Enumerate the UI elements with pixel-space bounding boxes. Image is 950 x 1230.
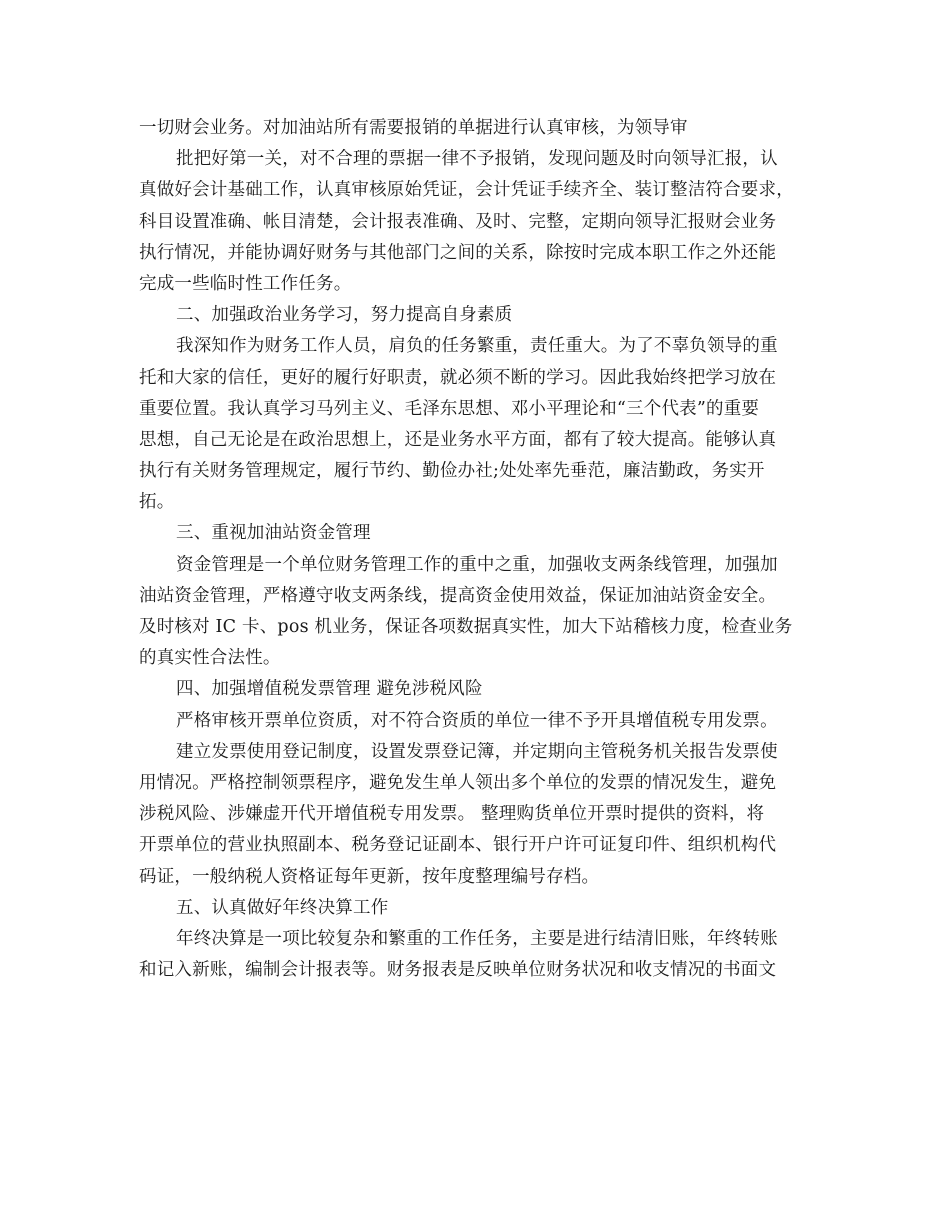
text-line: 用情况。严格控制领票程序，避免发生单人领出多个单位的发票的情况发生，避免 [139,772,777,793]
text-line: 二、加强政治业务学习，努力提高自身素质 [176,305,513,326]
text-line: 涉税风险、涉嫌虚开代开增值税专用发票。 整理购货单位开票时提供的资料，将 [139,804,765,825]
text-line: 批把好第一关，对不合理的票据一律不予报销，发现问题及时向领导汇报，认 [176,149,778,170]
text-line: 资金管理是一个单位财务管理工作的重中之重，加强收支两条线管理，加强加 [176,554,778,575]
text-line: 我深知作为财务工作人员，肩负的任务繁重，责任重大。为了不辜负领导的重 [176,336,778,357]
text-line: 完成一些临时性工作任务。 [139,273,352,294]
text-line: 开票单位的营业执照副本、税务登记证副本、银行开户许可证复印件、组织机构代 [139,835,777,856]
document-body [139,113,829,986]
text-line: 拓。 [139,492,175,513]
text-line: 重要位置。我认真学习马列主义、毛泽东思想、邓小平理论和“三个代表”的重要 [139,398,760,419]
text-line: 码证，一般纳税人资格证每年更新，按年度整理编号存档。 [139,866,600,887]
text-line: 及时核对 IC 卡、pos 机业务，保证各项数据真实性，加大下站稽核力度，检查业务 [139,617,793,637]
text-line: 执行有关财务管理规定，履行节约、勤俭办社;处处率先垂范，廉洁勤政，务实开 [139,461,765,482]
text-line: 油站资金管理，严格遵守收支两条线，提高资金使用效益，保证加油站资金安全。 [139,585,777,606]
text-line: 建立发票使用登记制度，设置发票登记簿，并定期向主管税务机关报告发票使 [176,741,778,762]
text-line: 真做好会计基础工作，认真审核原始凭证，会计凭证手续齐全、装订整洁符合要求， [139,180,794,201]
text-line: 和记入新账，编制会计报表等。财务报表是反映单位财务状况和收支情况的书面文 [139,960,777,981]
text-line: 五、认真做好年终决算工作 [176,897,389,918]
text-line: 四、加强增值税发票管理 避免涉税风险 [176,679,483,700]
text-line: 科目设置准确、帐目清楚，会计报表准确、及时、完整，定期向领导汇报财会业务 [139,211,777,232]
text-line: 一切财会业务。对加油站所有需要报销的单据进行认真审核，为领导审 [139,118,688,138]
text-line: 年终决算是一项比较复杂和繁重的工作任务，主要是进行结清旧账，年终转账 [176,928,778,949]
text-line: 严格审核开票单位资质，对不符合资质的单位一律不予开具增值税专用发票。 [176,710,778,731]
text-line: 三、重视加油站资金管理 [176,523,371,544]
text-line: 思想，自己无论是在政治思想上，还是业务水平方面，都有了较大提高。能够认真 [139,429,777,450]
text-line: 的真实性合法性。 [139,648,281,669]
text-line: 托和大家的信任，更好的履行好职责，就必须不断的学习。因此我始终把学习放在 [139,367,777,388]
text-line: 执行情况，并能协调好财务与其他部门之间的关系，除按时完成本职工作之外还能 [139,242,777,263]
